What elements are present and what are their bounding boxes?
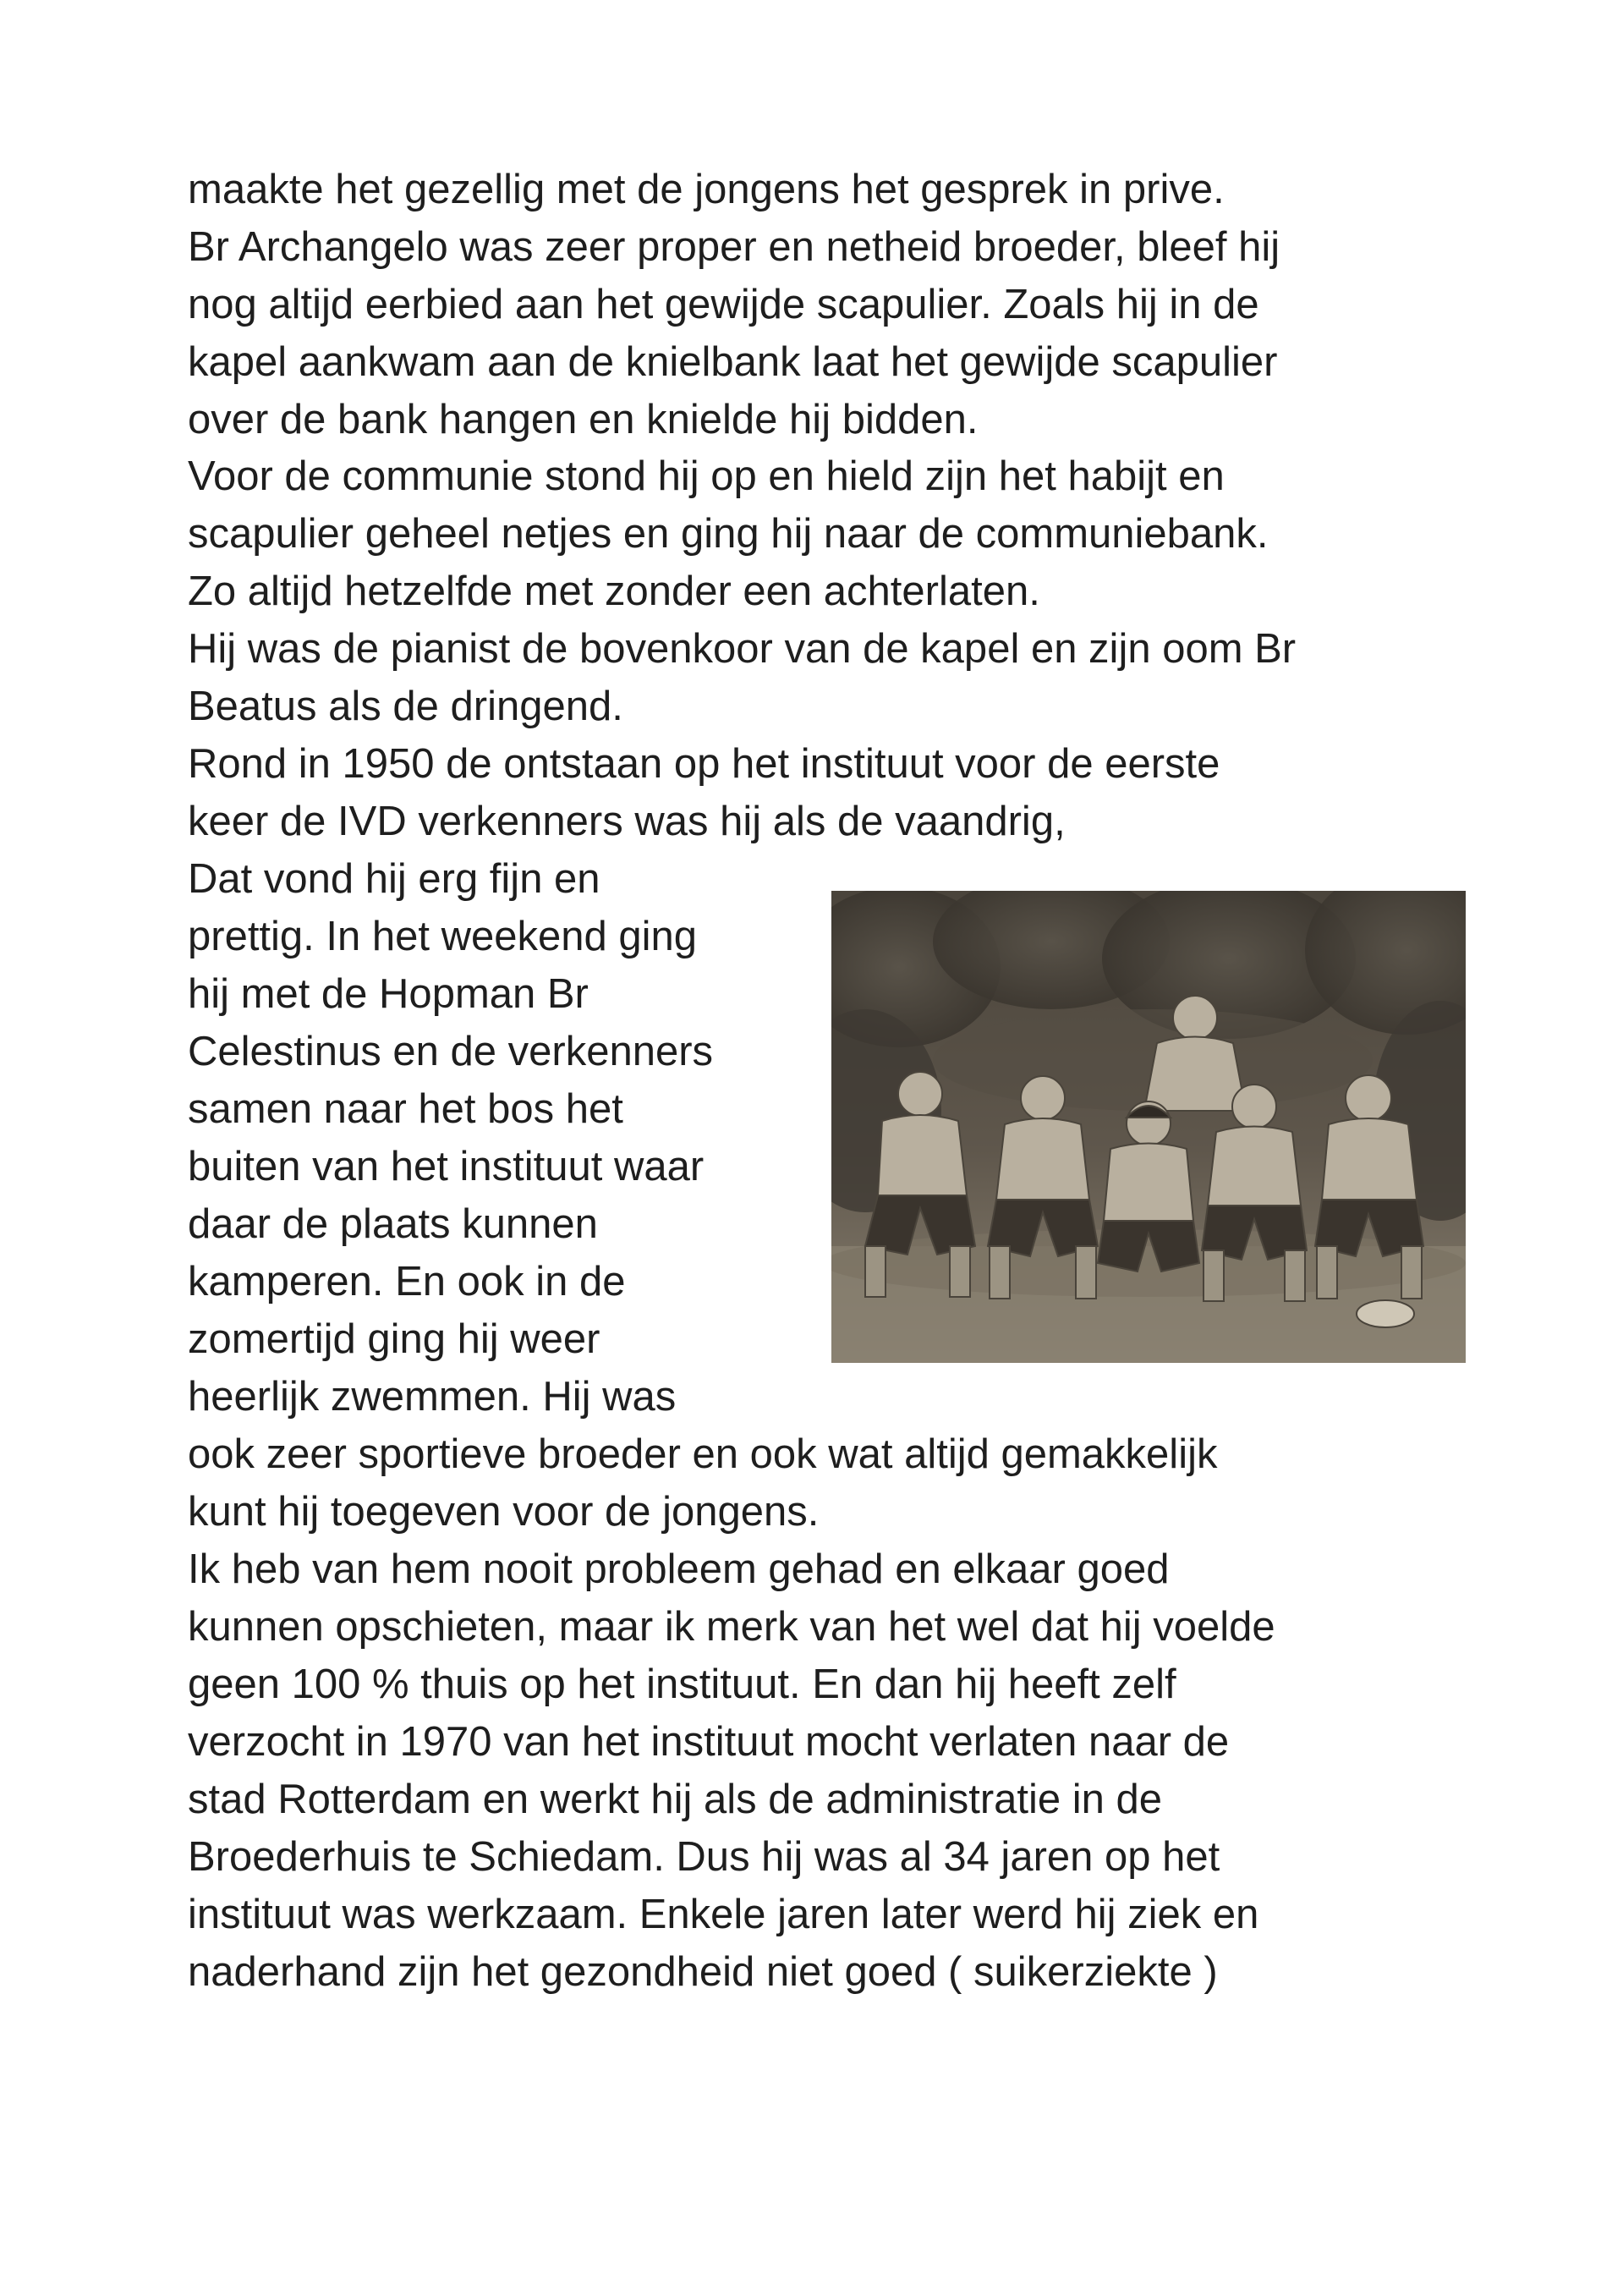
text-line: Br Archangelo was zeer proper en netheid broeder, bleef hij <box>188 224 1280 270</box>
text-line: stad Rotterdam en werkt hij als de administratie in de <box>188 1777 1163 1822</box>
group-photo <box>831 891 1466 1363</box>
text-line: Rond in 1950 de ontstaan op het instituut voor de eerste <box>188 741 1220 787</box>
text-line: kunt hij toegeven voor de jongens. <box>188 1489 820 1535</box>
text-line: Zo altijd hetzelfde met zonder een achterlaten. <box>188 569 1040 614</box>
text-line: Celestinus en de verkenners <box>188 1029 714 1074</box>
text-line: kamperen. En ook in de <box>188 1259 626 1305</box>
text-line: kapel aankwam aan de knielbank laat het gewijde scapulier <box>188 339 1278 385</box>
text-line: Voor de communie stond hij op en hield zijn het habijt en <box>188 453 1225 499</box>
text-line: scapulier geheel netjes en ging hij naar de communiebank. <box>188 511 1269 557</box>
text-line: over de bank hangen en knielde hij bidden. <box>188 397 979 442</box>
text-line: buiten van het instituut waar <box>188 1144 705 1189</box>
text-line: daar de plaats kunnen <box>188 1201 598 1247</box>
text-line: hij met de Hopman Br <box>188 971 589 1017</box>
text-line: keer de IVD verkenners was hij als de vaandrig, <box>188 799 1066 844</box>
text-line: Ik heb van hem nooit probleem gehad en elkaar goed <box>188 1546 1170 1592</box>
text-line: geen 100 % thuis op het instituut. En dan hij heeft zelf <box>188 1662 1176 1707</box>
text-line: nog altijd eerbied aan het gewijde scapulier. Zoals hij in de <box>188 282 1259 327</box>
text-line: kunnen opschieten, maar ik merk van het wel dat hij voelde <box>188 1604 1275 1650</box>
text-line: verzocht in 1970 van het instituut mocht verlaten naar de <box>188 1719 1230 1765</box>
text-line: Dat vond hij erg fijn en <box>188 856 600 902</box>
text-line: heerlijk zwemmen. Hij was <box>188 1374 677 1420</box>
text-line: Broederhuis te Schiedam. Dus hij was al 34 jaren op het <box>188 1834 1220 1880</box>
text-line: maakte het gezellig met de jongens het gesprek in prive. <box>188 167 1225 212</box>
text-line: instituut was werkzaam. Enkele jaren later werd hij ziek en <box>188 1892 1259 1937</box>
text-line: Beatus als de dringend. <box>188 684 623 729</box>
text-line: ook zeer sportieve broeder en ook wat altijd gemakkelijk <box>188 1431 1218 1477</box>
text-line: naderhand zijn het gezondheid niet goed ( suikerziekte ) <box>188 1949 1218 1995</box>
text-line: Hij was de pianist de bovenkoor van de kapel en zijn oom Br <box>188 626 1297 672</box>
group-photo-icon <box>831 891 1466 1363</box>
text-line: prettig. In het weekend ging <box>188 914 698 959</box>
text-line: samen naar het bos het <box>188 1086 623 1132</box>
text-line: zomertijd ging hij weer <box>188 1316 600 1362</box>
